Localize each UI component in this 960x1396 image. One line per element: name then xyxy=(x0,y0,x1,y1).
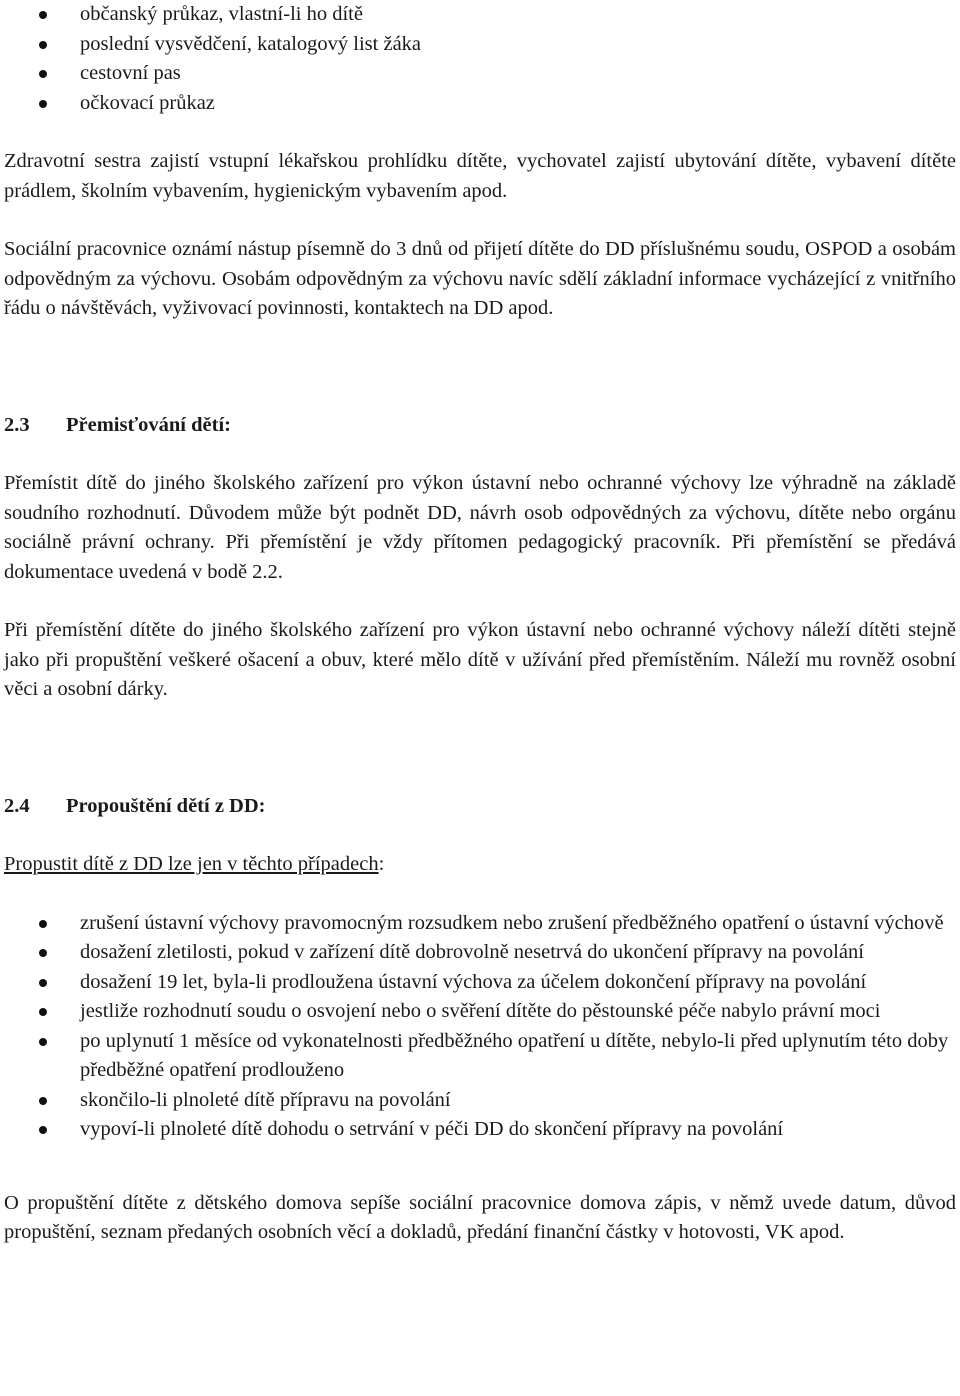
section-heading-2-4 xyxy=(0,792,960,822)
bullet-icon xyxy=(39,920,47,928)
list-item xyxy=(0,1027,960,1086)
paragraph-social-worker-notice: Sociální pracovnice oznámí nástup písemně do 3 dnů od přijetí dítěte do DD příslušnému soudu, OSPOD a osobám odpovědným za výchovu. Osobám odpovědným za výchovu navíc sdělí základní informace vycházející z vnitřního řádu o návštěvách, vyživovací povinnosti, kontaktech na DD apod. xyxy=(4,238,956,319)
section-heading-2-3 xyxy=(0,411,960,441)
paragraph-transfer-belongings: Při přemístění dítěte do jiného školského zařízení pro výkon ústavní nebo ochranné výchovy náleží dítěti stejně jako při propuštění veškeré ošacení a obuv, které mělo dítě v užívání před přemístěním. Náleží mu rovněž osobní věci a osobní dárky. xyxy=(4,619,956,700)
bullet-icon xyxy=(39,1008,47,1016)
list-item-text: vypoví-li plnoleté dítě dohodu o setrvání v péči DD do skončení přípravy na povolání xyxy=(80,1118,784,1140)
bullet-icon xyxy=(39,979,47,987)
section-number: 2.4 xyxy=(4,794,30,817)
list-item xyxy=(0,968,960,998)
list-item-text: občanský průkaz, vlastní-li ho dítě xyxy=(80,3,363,25)
list-item xyxy=(0,89,960,119)
list-item-text: cestovní pas xyxy=(80,62,181,84)
list-item-text: poslední vysvědčení, katalogový list žáka xyxy=(80,32,422,55)
list-item xyxy=(0,59,960,89)
bullet-icon xyxy=(39,41,47,49)
bullet-icon xyxy=(39,1126,47,1134)
list-item xyxy=(0,1086,960,1116)
release-intro xyxy=(0,850,960,880)
list-item-text: dosažení 19 let, byla-li prodloužena ústavní výchova za účelem dokončení přípravy na povolání xyxy=(80,970,867,993)
release-intro-colon: : xyxy=(378,853,385,875)
bullet-icon xyxy=(39,100,47,108)
bullet-icon xyxy=(39,1038,47,1046)
list-item-text: dosažení zletilosti, pokud v zařízení dítě dobrovolně nesetrvá do ukončení přípravy na povolání xyxy=(80,941,864,963)
bullet-icon xyxy=(39,70,47,78)
list-item xyxy=(0,30,960,60)
list-item xyxy=(0,0,960,30)
list-item xyxy=(0,909,960,939)
section-number: 2.3 xyxy=(4,413,30,436)
section-title: Propouštění dětí z DD: xyxy=(66,794,266,817)
bullet-icon xyxy=(39,11,47,19)
list-item-text: po uplynutí 1 měsíce od vykonatelnosti předběžného opatření u dítěte, nebylo-li před uplynutím této doby předběžné opatření prodlouženo xyxy=(80,1029,949,1081)
list-item xyxy=(0,997,960,1027)
bullet-icon xyxy=(39,1097,47,1105)
section-title: Přemisťování dětí: xyxy=(66,413,231,436)
top-bullet-list xyxy=(0,0,960,118)
bullet-icon xyxy=(39,949,47,957)
list-item-text: zrušení ústavní výchovy pravomocným rozsudkem nebo zrušení předběžného opatření o ústavní výchově xyxy=(80,911,944,934)
paragraph-transfer-rules: Přemístit dítě do jiného školského zařízení pro výkon ústavní nebo ochranné výchovy lze výhradně na základě soudního rozhodnutí. Důvodem může být podnět DD, návrh osob odpovědných za výchovu, dítěte nebo orgánu sociálně právní ochrany. Při přemístění je vždy přítomen pedagogický pracovník. Při přemístění se předává dokumentace uvedená v bodě 2.2. xyxy=(4,472,956,583)
paragraph-release-record: O propuštění dítěte z dětského domova sepíše sociální pracovnice domova zápis, v němž uvede datum, důvod propuštění, seznam předaných osobních věcí a dokladů, předání finanční částky v hotovosti, VK apod. xyxy=(4,1191,956,1243)
release-intro-text: Propustit dítě z DD lze jen v těchto případech xyxy=(4,853,379,875)
list-item-text: očkovací průkaz xyxy=(80,91,215,114)
paragraph-medical-check: Zdravotní sestra zajistí vstupní lékařskou prohlídku dítěte, vychovatel zajistí ubytování dítěte, vybavení dítěte prádlem, školním vybavením, hygienickým vybavením apod. xyxy=(4,150,956,202)
list-item-text: skončilo-li plnoleté dítě přípravu na povolání xyxy=(80,1088,451,1111)
list-item xyxy=(0,1115,960,1145)
list-item-text: jestliže rozhodnutí soudu o osvojení nebo o svěření dítěte do pěstounské péče nabylo právní moci xyxy=(80,1000,881,1022)
release-bullet-list xyxy=(0,909,960,1145)
list-item xyxy=(0,938,960,968)
